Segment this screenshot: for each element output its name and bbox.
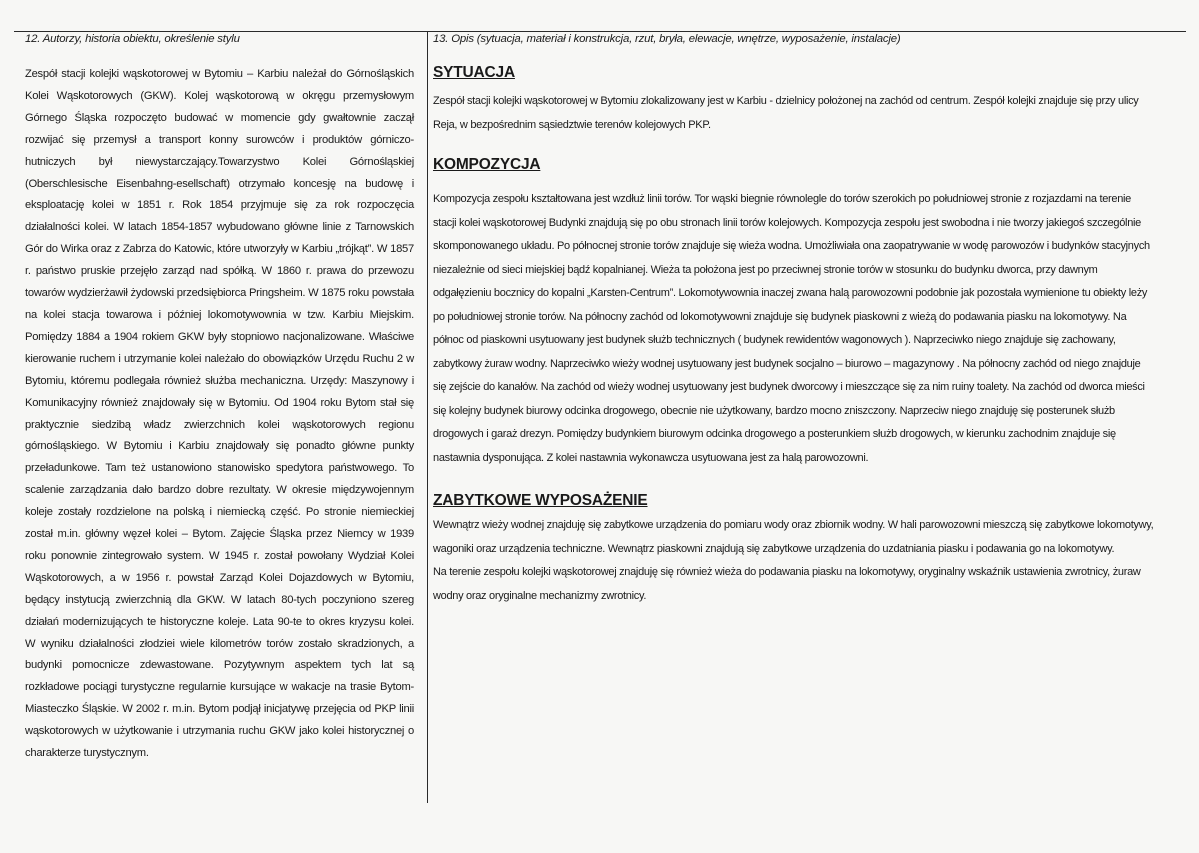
- left-heading: 12. Autorzy, historia obiektu, określenie stylu: [25, 33, 240, 45]
- section-body-sytuacja: [433, 90, 1155, 137]
- section-title-zabytkowe-wyposazenie: ZABYTKOWE WYPOSAŻENIE: [433, 492, 648, 509]
- column-divider: [427, 31, 428, 803]
- paragraph: Kompozycja zespołu kształtowana jest wzdłuż linii torów. Tor wąski biegnie równolegle do torów szerokich po południowej stronie z rozjazdami na terenie stacji kolei wąskotorowej Budynki znajdują się po obu stronach linii torów kolejowych. Kompozycja zespołu jest swobodna i nie tworzy jakiegoś szczególnie skomponowanego układu. Po północnej stronie torów znajduje się wieża wodna. Umożliwiała ona zaopatrywanie w wodę parowozów i budynków stacyjnych niezależnie od sieci miejskiej bądź kopalnianej. Wieża ta położona jest po przeciwnej stronie torów w stosunku do budynku dworca, przy dawnym odgałęzieniu bocznicy do kopalni „Karsten-Centrum”. Lokomotywownia inaczej zwana halą parowozowni podobnie jak pozostała wymienione tu obiekty leży po południowej stronie torów. Na północny zachód od lokomotywowni znajduje się budynek piaskowni z wieżą do podawania piasku na lokomotywy. Na północ od piaskowni usytuowany jest budynek służb technicznych ( budynek rewidentów wagonowych ). Naprzeciwko niego znajduje się zachowany, zabytkowy żuraw wodny. Naprzeciwko wieży wodnej usytuowany jest budynek socjalno – biurowo – magazynowy . Na północny zachód od niego znajduje się zejście do kanałów. Na zachód od wieży wodnej usytuowany jest budynek dworcowy i mieszczące się za nim ruiny toalety. Na zachód od dworca mieści się kolejny budynek biurowy odcinka drogowego, obecnie nie użytkowany, bardzo mocno zniszczony. Naprzeciw niego znajduję się posterunek służb drogowych i garaż drezyn. Pomiędzy budynkiem biurowym odcinka drogowego a posterunkiem służb drogowych, w kierunku zachodnim znajduje się nastawnia dysponująca. Z kolei nastawnia wykonawcza usytuowana jest za halą parowozowni.: [433, 193, 1150, 464]
- section-title-kompozycja: KOMPOZYCJA: [433, 156, 541, 173]
- history-text: Zespół stacji kolejki wąskotorowej w Bytomiu – Karbiu należał do Górnośląskich Kolei Wąskotorowych (GKW). Kolej wąskotorową w okręgu przemysłowym Górnego Śląska rozpoczęto budować w momencie gdy gwałtownie zaczął rozwijać się przemysł a transport konny surowców i produktów górniczo-hutniczych był niewystarczający.Towarzystwo Kolei Górnośląskiej (Oberschlesische Eisenbahng-esellschaft) otrzymało koncesję na budowę i eksploatację kolei w 1851 r. Rok 1854 przyjmuje się za rok rozpoczęcia działalności kolei. W latach 1854-1857 wybudowano główne linie z Tarnowskich Gór do Wirka oraz z Zabrza do Katowic, które utworzyły w Karbiu „trójkąt”. W 1857 r. państwo pruskie przejęło zarząd nad spółką. W 1860 r. prawa do przewozu towarów wydzierżawił żydowski przedsiębiorca Pringsheim. W 1875 roku powstała na kolei stacja towarowa i później lokomotywownia w tzw. Karbiu Miejskim. Pomiędzy 1884 a 1904 rokiem GKW były stopniowo nacjonalizowane. Właściwe kierowanie ruchem i utrzymanie kolei należało do obowiązków Urzędu Ruchu 2 w Bytomiu, któremu podlegała również służba mechaniczna. Urzędy: Maszynowy i Komunikacyjny również znajdowały się w Bytomiu. Od 1904 roku Bytom stał się praktycznie siedzibą władz zwierzchnich kolei wąskotorowych regionu górnośląskiego. W Bytomiu i Karbiu znajdowały się ponadto główne punkty przeładunkowe. Tam też ustanowiono stanowisko spedytora państwowego. To scalenie zarządzania dało bardzo dobre rezultaty. W okresie międzywojennym koleje zostały rozdzielone na polską i niemiecką część. Po stronie niemieckiej został m.in. główny węzeł kolei – Bytom. Zajęcie Śląska przez Niemcy w 1939 roku ponownie zintegrowało system. W 1945 r. został powołany Wydział Kolei Wąskotorowych, a w 1956 r. powstał Zarząd Kolei Dojazdowych w Bytomiu, będący instytucją zwierzchnią dla GKW. W latach 80-tych poczyniono szereg działań modernizujących te historyczne koleje. Lata 90-te to okres kryzysu kolei. W wyniku działalności złodziei wiele kilometrów torów zostało skradzionych, a budynki pomocnicze zdewastowane. Pozytywnym aspektem tych lat są rozkładowe pociągi turystyczne regularnie kursujące w wakacje na trasie Bytom-Miasteczko Śląskie. W 2002 r. m.in. Bytom podjął inicjatywę przejęcia od PKP linii wąskotorowych w użytkowanie i utrzymania ruchu GKW jako kolei historycznej o charakterze turystycznym.: [25, 68, 414, 760]
- section-body-zabytkowe-wyposazenie: [433, 514, 1155, 608]
- top-rule: [14, 31, 1186, 32]
- paragraph: Wewnątrz wieży wodnej znajduję się zabytkowe urządzenia do pomiaru wody oraz zbiornik wodny. W hali parowozowni mieszczą się zabytkowe lokomotywy, wagoniki oraz urządzenia techniczne. Wewnątrz piaskowni znajdują się zabytkowe urządzenia do uzdatniania piasku i podawania go na lokomotywy.: [433, 519, 1154, 555]
- paragraph: Na terenie zespołu kolejki wąskotorowej znajduję się również wieża do podawania piasku na lokomotywy, oryginalny wskaźnik ustawienia zwrotnicy, żuraw wodny oraz oryginalne mechanizmy zwrotnicy.: [433, 566, 1141, 602]
- section-body-kompozycja: [433, 188, 1155, 470]
- paragraph: Zespół stacji kolejki wąskotorowej w Bytomiu zlokalizowany jest w Karbiu - dzielnicy położonej na zachód od centrum. Zespół kolejki znajduje się przy ulicy Reja, w bezpośrednim sąsiedztwie terenów kolejowych PKP.: [433, 95, 1139, 131]
- right-heading: 13. Opis (sytuacja, materiał i konstrukcja, rzut, bryła, elewacje, wnętrze, wyposażenie, instalacje): [433, 33, 901, 45]
- section-title-sytuacja: SYTUACJA: [433, 64, 515, 81]
